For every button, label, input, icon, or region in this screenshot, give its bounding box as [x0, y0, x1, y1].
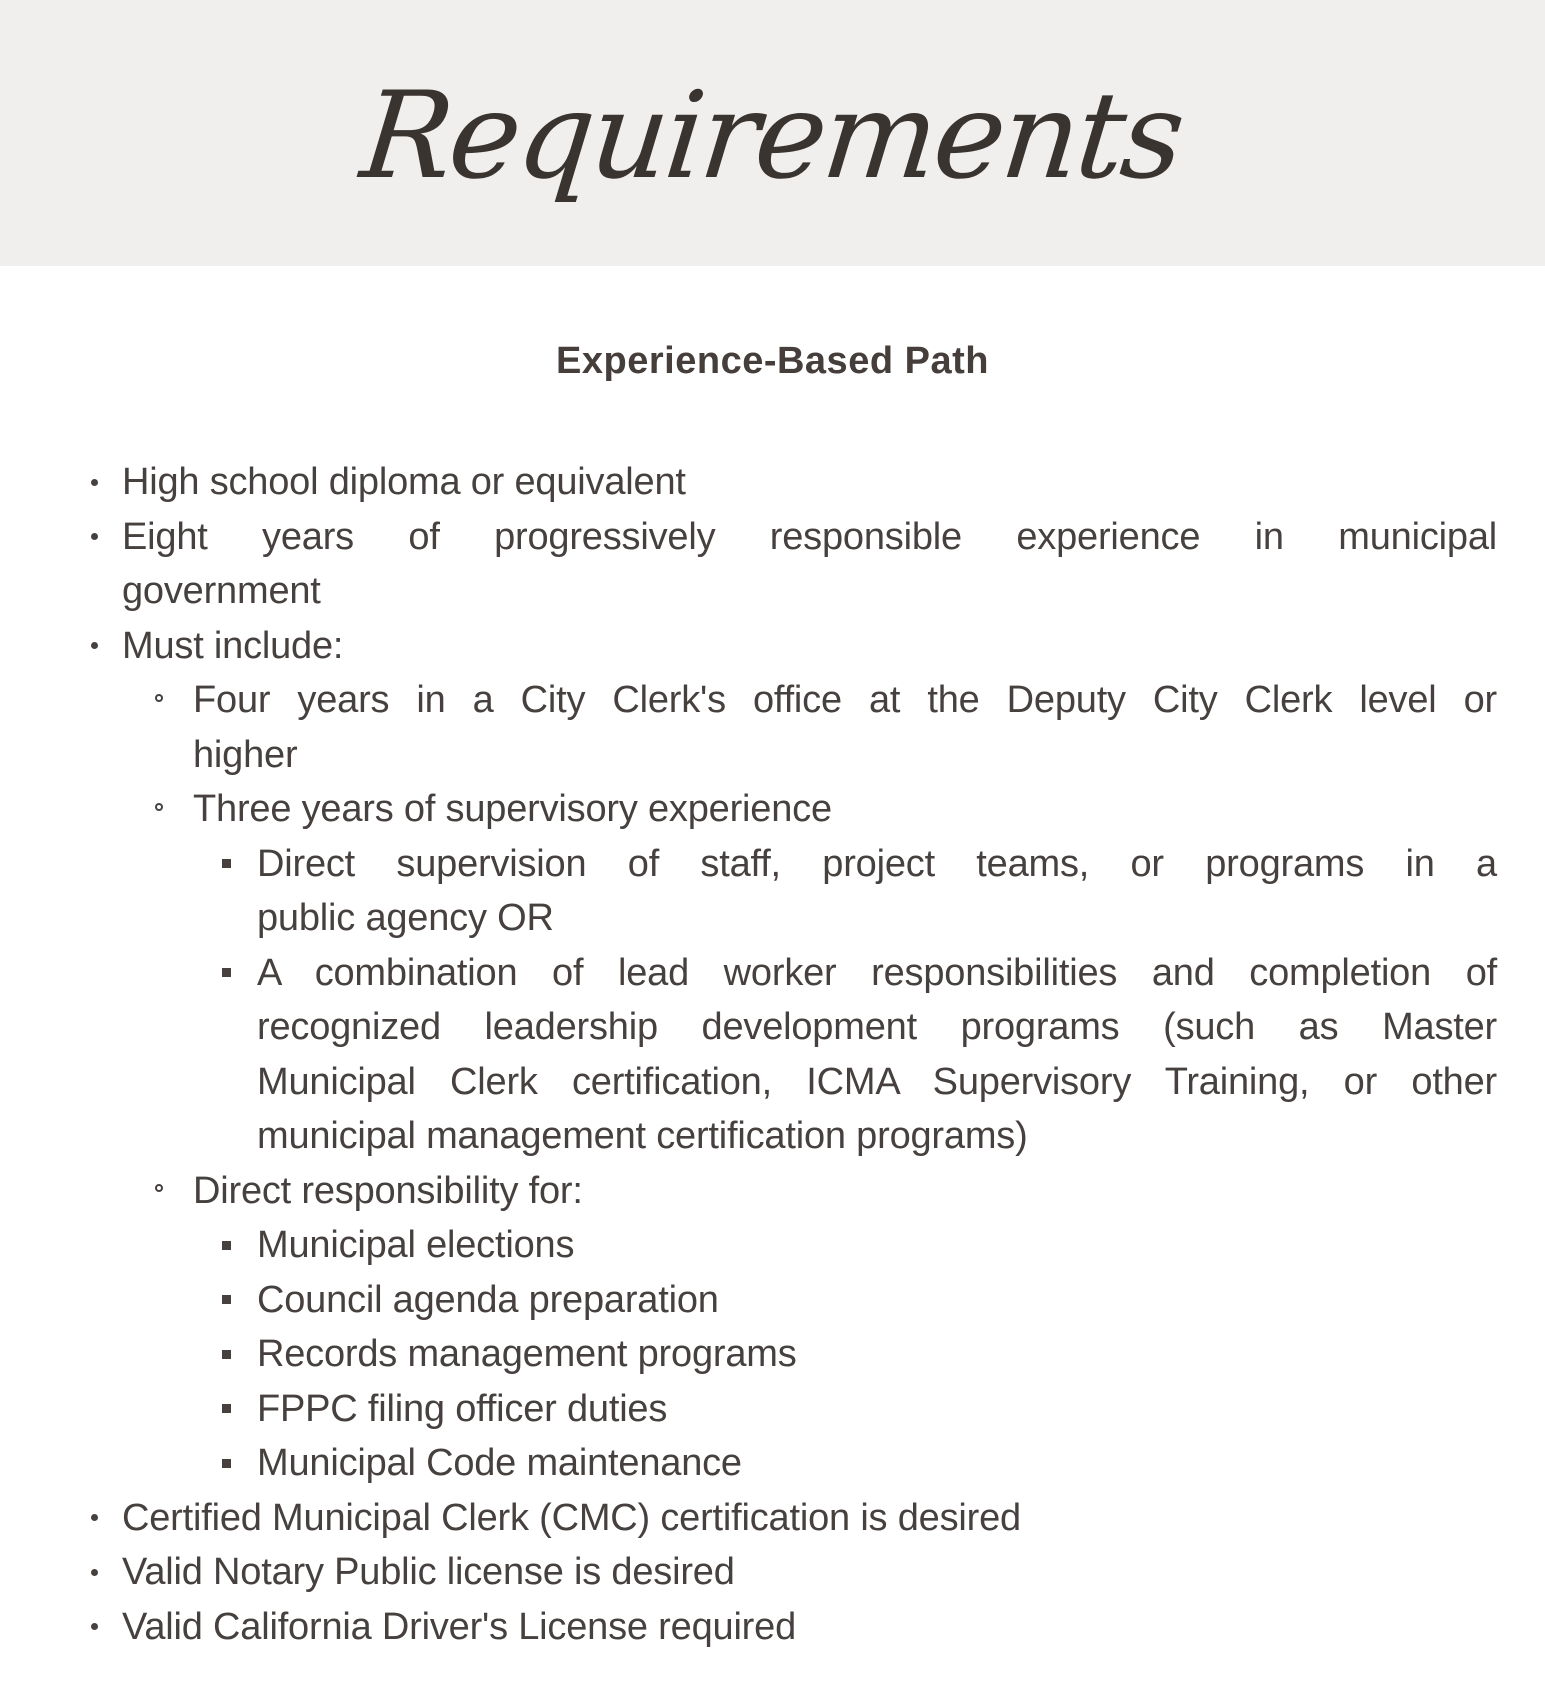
list-item-line: recognized leadership development programs (such as Master — [257, 1006, 1497, 1048]
list-item — [0, 837, 1497, 946]
list-item-line: Four years in a City Clerk's office at the Deputy City Clerk level or — [193, 679, 1497, 721]
list-item-line: Certified Municipal Clerk (CMC) certification is desired — [122, 1496, 1021, 1539]
list-item-line: Valid Notary Public license is desired — [122, 1551, 735, 1593]
list-item — [0, 782, 1497, 837]
requirements-list — [0, 455, 1545, 1654]
list-item-line: Municipal elections — [257, 1224, 575, 1266]
circle-bullet-icon — [155, 803, 163, 811]
circle-bullet-icon — [155, 1184, 163, 1192]
list-item — [0, 455, 1497, 510]
section-heading: Experience-Based Path — [556, 340, 989, 382]
circle-bullet-icon — [155, 694, 163, 702]
list-item — [0, 1491, 1497, 1546]
list-item — [0, 1164, 1497, 1219]
disc-bullet-icon — [91, 1569, 98, 1576]
list-item-line: Three years of supervisory experience — [193, 788, 832, 830]
list-item-line: Direct responsibility for: — [193, 1169, 583, 1212]
list-item — [0, 673, 1497, 782]
list-item-line: Municipal Code maintenance — [257, 1442, 742, 1484]
square-bullet-icon — [222, 859, 231, 868]
list-item-line: A combination of lead worker responsibilities and completion of — [257, 951, 1497, 994]
list-item-line: Council agenda preparation — [257, 1278, 719, 1321]
list-item — [0, 1545, 1497, 1600]
list-item — [0, 619, 1497, 674]
list-item-line: public agency OR — [257, 897, 554, 939]
disc-bullet-icon — [91, 533, 98, 540]
disc-bullet-icon — [91, 642, 98, 649]
list-item — [0, 1273, 1497, 1328]
list-item — [0, 1436, 1497, 1491]
square-bullet-icon — [222, 1404, 231, 1413]
list-item-line: Direct supervision of staff, project teams, or programs in a — [257, 842, 1497, 885]
list-item-line: higher — [193, 733, 298, 776]
list-item-line: municipal management certification programs) — [257, 1115, 1028, 1157]
square-bullet-icon — [222, 1459, 231, 1468]
square-bullet-icon — [222, 1295, 231, 1304]
list-item — [0, 1218, 1497, 1273]
header-banner — [0, 0, 1545, 266]
list-item-line: Records management programs — [257, 1333, 797, 1375]
square-bullet-icon — [222, 968, 231, 977]
list-item — [0, 946, 1497, 1164]
disc-bullet-icon — [91, 1623, 98, 1630]
square-bullet-icon — [222, 1350, 231, 1359]
list-item — [0, 1600, 1497, 1655]
list-item-line: Municipal Clerk certification, ICMA Supervisory Training, or other — [257, 1060, 1497, 1103]
list-item-line: Must include: — [122, 624, 344, 667]
list-item — [0, 1327, 1497, 1382]
content-area — [0, 338, 1545, 1654]
disc-bullet-icon — [91, 479, 98, 486]
page-title: Requirements — [355, 67, 1189, 206]
list-item-line: Valid California Driver's License required — [122, 1605, 797, 1648]
list-item-line: government — [122, 570, 321, 612]
list-item-line: FPPC filing officer duties — [257, 1387, 668, 1430]
disc-bullet-icon — [91, 1514, 98, 1521]
list-item — [0, 1382, 1497, 1437]
list-item-line: Eight years of progressively responsible experience in municipal — [122, 515, 1497, 558]
square-bullet-icon — [222, 1241, 231, 1250]
list-item-line: High school diploma or equivalent — [122, 461, 686, 503]
list-item — [0, 510, 1497, 619]
